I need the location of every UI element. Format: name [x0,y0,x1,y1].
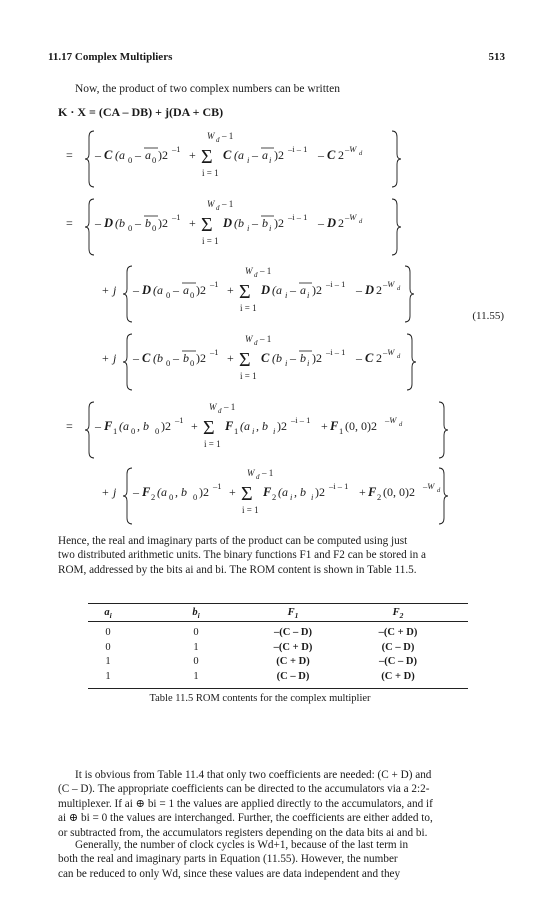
equation-term: + [227,283,234,297]
left-brace [123,334,132,390]
exponent: –W [385,415,397,425]
paragraph-line: Hence, the real and imaginary parts of the product can be computed using just [58,535,408,547]
paragraph-line: (C – D). The appropriate coefficients can be directed to the accumulators via a 2:2- [58,783,430,796]
equation-term: )2 [312,283,322,297]
sum-lower-limit: i = 1 [240,371,257,381]
equation-term: – [173,283,179,297]
sigma-symbol: Σ [241,483,253,505]
exponent: –i – 1 [288,212,308,222]
table-cell: (C + D) [381,670,415,682]
equation-term: )2 [199,485,209,499]
left-brace [85,199,94,255]
sum-upper-limit: – 1 [224,402,236,412]
left-brace [123,468,132,524]
equation-term: – [356,351,362,365]
intro-sentence: Now, the product of two complex numbers can be written [75,83,340,95]
exponent: –W [383,279,395,289]
equation-term: (a [119,419,129,433]
page-number: 513 [488,51,505,63]
equation-term: )2 [312,351,322,365]
table-cell: 0 [105,641,111,653]
equation-term: 0 [128,223,133,233]
imaginary-unit: j [113,485,117,499]
function-symbol: F [263,485,272,499]
exponent: –i – 1 [326,347,346,357]
subscript: d [399,421,403,428]
equation-term: i [285,290,288,300]
equation-term: (b [272,351,282,365]
sigma-symbol: Σ [201,214,213,236]
coefficient: D [223,216,233,230]
imaginary-unit: j [113,283,117,297]
subscript: d [397,285,401,292]
equation-term: (b [234,216,244,230]
subscript: d [359,150,363,157]
equation-term: , b [137,419,149,433]
sigma-symbol: Σ [239,281,251,303]
subscript: 2 [272,492,277,502]
right-brace [439,402,448,458]
equation-term: )2 [274,148,284,162]
exponent: –W [383,347,395,357]
equation-term: 2 [338,148,344,162]
sum-upper-limit: W [245,266,253,276]
exponent: –i – 1 [291,415,311,425]
equation-term: + [359,485,366,499]
sum-upper-limit: W [207,131,215,141]
equation-term: )2 [274,216,284,230]
equation-term: )2 [277,419,287,433]
table-cell: –(C + D) [273,641,313,653]
equation-term: 2 [376,351,382,365]
equation-term: i [273,426,276,436]
equation-term: (a [157,485,167,499]
paragraph-hence [58,534,503,577]
table-cell: –(C – D) [379,656,417,667]
equation-term: )2 [161,419,171,433]
coefficient: F [368,485,377,499]
exponent: –1 [210,347,219,357]
equation-term: i [247,223,250,233]
subscript: d [256,473,260,481]
equals-sign: = [66,216,73,230]
coefficient: C [261,351,270,365]
equation-term: )2 [196,351,206,365]
subscript: d [397,353,401,360]
coefficient: C [223,148,232,162]
coefficient: D [142,283,152,297]
equation-term: 0 [190,290,195,300]
function-symbol: F [142,485,151,499]
subscript: d [359,218,363,225]
equation-term: b [145,216,151,230]
equation-term: 0 [166,290,171,300]
equation-term: 0 [152,155,157,165]
equation-term: 0 [131,426,136,436]
equation-term: (a [115,148,125,162]
equation-term: )2 [315,485,325,499]
equation-term: i [269,155,272,165]
equation-term: – [290,351,296,365]
equation-term: 0 [152,223,157,233]
equation-term: i [290,492,293,502]
equation-term: )2 [158,216,168,230]
table-cell: 0 [193,627,199,638]
subscript: 2 [377,492,382,502]
equation-term: i [247,155,250,165]
sum-upper-limit: – 1 [222,131,234,141]
running-header-section: 11.17 Complex Multipliers [48,51,173,63]
equation-term: – [135,148,141,162]
function-symbol: F [104,419,113,433]
right-brace [405,266,414,322]
equation-term: b [262,216,268,230]
equation-term: b [183,351,189,365]
equation-term: (0, 0)2 [345,419,377,433]
sum-lower-limit: i = 1 [202,168,219,178]
sum-upper-limit: – 1 [260,334,272,344]
right-brace [392,199,401,255]
equation-term: a [183,283,189,297]
table-cell: 1 [105,656,111,667]
table-header-cell: $F_1$ [287,607,299,621]
sigma-symbol: Σ [239,349,251,371]
equation-term: + [229,485,236,499]
table-cell: (C – D) [276,670,310,682]
exponent: –1 [172,144,181,154]
subscript: 2 [151,492,156,502]
paragraph-line: multiplexer. If ai ⊕ bi = 1 the values are applied directly to the accumulators, and if [58,797,433,810]
equation-term: (a [153,283,163,297]
sum-lower-limit: i = 1 [204,439,221,449]
equation-term: – [173,351,179,365]
subscript: d [437,487,441,494]
table-header-cell: $a_i$ [104,607,112,621]
exponent: –1 [172,212,181,222]
equation-term: (a [278,485,288,499]
right-brace [407,334,416,390]
sum-lower-limit: i = 1 [242,505,259,515]
table-caption: Table 11.5 ROM contents for the complex multiplier [149,693,371,704]
equation-term: (b [153,351,163,365]
equation-term: )2 [196,283,206,297]
equation-term: i [252,426,255,436]
paragraph-line: or subtracted from, the accumulators registers depending on the data bits ai and bi. [58,826,428,839]
paragraph-line: can be reduced to only Wd, since these values are data independent and they [58,867,401,880]
exponent: –W [423,481,435,491]
equation-term: (a [240,419,250,433]
right-brace [392,131,401,187]
equation-term: b [300,351,306,365]
plus-sign: + [102,485,109,499]
paragraph-line: Generally, the number of clock cycles is Wd+1, because of the last term in [75,839,409,851]
coefficient: F [330,419,339,433]
subscript: d [254,339,258,347]
equation-number: (11.55) [472,310,504,322]
sum-upper-limit: – 1 [262,468,274,478]
paragraph-line: ai ⊕ bi = 0 the values are interchanged. Further, the coefficients are either added to, [58,812,433,825]
equation-term: + [321,419,328,433]
plus-sign: + [102,351,109,365]
table-header-rule [88,621,468,622]
table-cell: –(C – D) [274,627,312,638]
equation-term: – [95,148,101,162]
equation-term: i [311,492,314,502]
table-cell: (C + D) [276,656,310,667]
subscript: d [216,204,220,212]
sum-upper-limit: W [247,468,255,478]
coefficient: C [327,148,336,162]
equation-term: a [262,148,268,162]
subscript: 1 [113,426,118,436]
paragraph-clock-cycles [58,838,503,881]
function-symbol: F [225,419,234,433]
left-brace [85,131,94,187]
sum-lower-limit: i = 1 [240,303,257,313]
paragraph-line: ROM, addressed by the bits ai and bi. The ROM content is shown in Table 11.5. [58,563,417,576]
equation-term: 0 [166,358,171,368]
equation-term: (b [115,216,125,230]
left-brace [85,402,94,458]
equation-term: 0 [169,492,174,502]
right-brace [439,468,448,524]
coefficient: C [365,351,374,365]
equation-term: i [307,358,310,368]
equation-term: – [95,419,101,433]
table-cell: 0 [193,656,199,667]
equation-term: , b [294,485,306,499]
equation-term: 0 [190,358,195,368]
sum-upper-limit: W [245,334,253,344]
equation-term: 2 [338,216,344,230]
coefficient: D [327,216,337,230]
table-cell: 1 [193,670,199,682]
subscript: 1 [234,426,239,436]
equation-term: – [133,283,139,297]
equation-term: – [95,216,101,230]
left-brace [123,266,132,322]
table-cell: 1 [105,670,111,682]
equation-term: a [145,148,151,162]
equation-term: – [133,485,139,499]
table-header-cell: $F_2$ [392,607,404,621]
exponent: –W [345,144,357,154]
paragraph-coefficients [58,768,503,840]
coefficient: D [261,283,271,297]
imaginary-unit: j [113,351,117,365]
product-equation: K · X = (CA – DB) + j(DA + CB) [58,105,224,119]
equation-term: – [318,148,324,162]
exponent: –1 [175,415,184,425]
exponent: –1 [210,279,219,289]
equation-term: (a [234,148,244,162]
table-cell: 1 [193,641,199,653]
sum-upper-limit: – 1 [260,266,272,276]
subscript: d [254,271,258,279]
equation-term: – [133,351,139,365]
coefficient: C [104,148,113,162]
equation-term: 0 [128,155,133,165]
equation-term: 2 [376,283,382,297]
equation-term: – [135,216,141,230]
table-cell: –(C + D) [378,627,418,638]
equation-term: – [252,148,258,162]
equals-sign: = [66,148,73,162]
equation-term: (a [272,283,282,297]
equation-term: i [285,358,288,368]
plus-sign: + [102,283,109,297]
equation-term: – [356,283,362,297]
table-cell: 0 [105,627,111,638]
equation-term: 0 [155,426,160,436]
sum-upper-limit: W [207,199,215,209]
sigma-symbol: Σ [201,146,213,168]
equation-term: + [227,351,234,365]
equation-term: 0 [193,492,198,502]
table-header-cell: $b_i$ [192,607,200,621]
equation-term: , b [175,485,187,499]
equation-term: – [318,216,324,230]
exponent: –W [345,212,357,222]
subscript: 1 [339,426,344,436]
table-bottom-rule [88,688,468,689]
equation-term: a [300,283,306,297]
sum-lower-limit: i = 1 [202,236,219,246]
paragraph-line: It is obvious from Table 11.4 that only two coefficients are needed: (C + D) and [75,769,432,781]
equation-term: (0, 0)2 [383,485,415,499]
equation-term: , b [256,419,268,433]
coefficient: D [365,283,375,297]
exponent: –i – 1 [329,481,349,491]
paragraph-line: two distributed arithmetic units. The binary functions F1 and F2 can be stored in a [58,549,426,562]
table-cell: (C – D) [381,641,415,653]
equation-term: – [252,216,258,230]
equation-term: )2 [158,148,168,162]
sigma-symbol: Σ [203,417,215,439]
exponent: –1 [213,481,222,491]
table-top-rule [88,603,468,604]
equation-term: + [189,148,196,162]
subscript: d [218,407,222,415]
coefficient: C [142,351,151,365]
exponent: –i – 1 [288,144,308,154]
equation-term: – [290,283,296,297]
coefficient: D [104,216,114,230]
equation-term: i [307,290,310,300]
exponent: –i – 1 [326,279,346,289]
equation-term: + [189,216,196,230]
equals-sign: = [66,419,73,433]
equation-term: + [191,419,198,433]
sum-upper-limit: W [209,402,217,412]
equation-term: i [269,223,272,233]
sum-upper-limit: – 1 [222,199,234,209]
paragraph-line: both the real and imaginary parts in Equation (11.55). However, the number [58,853,398,866]
subscript: d [216,136,220,144]
